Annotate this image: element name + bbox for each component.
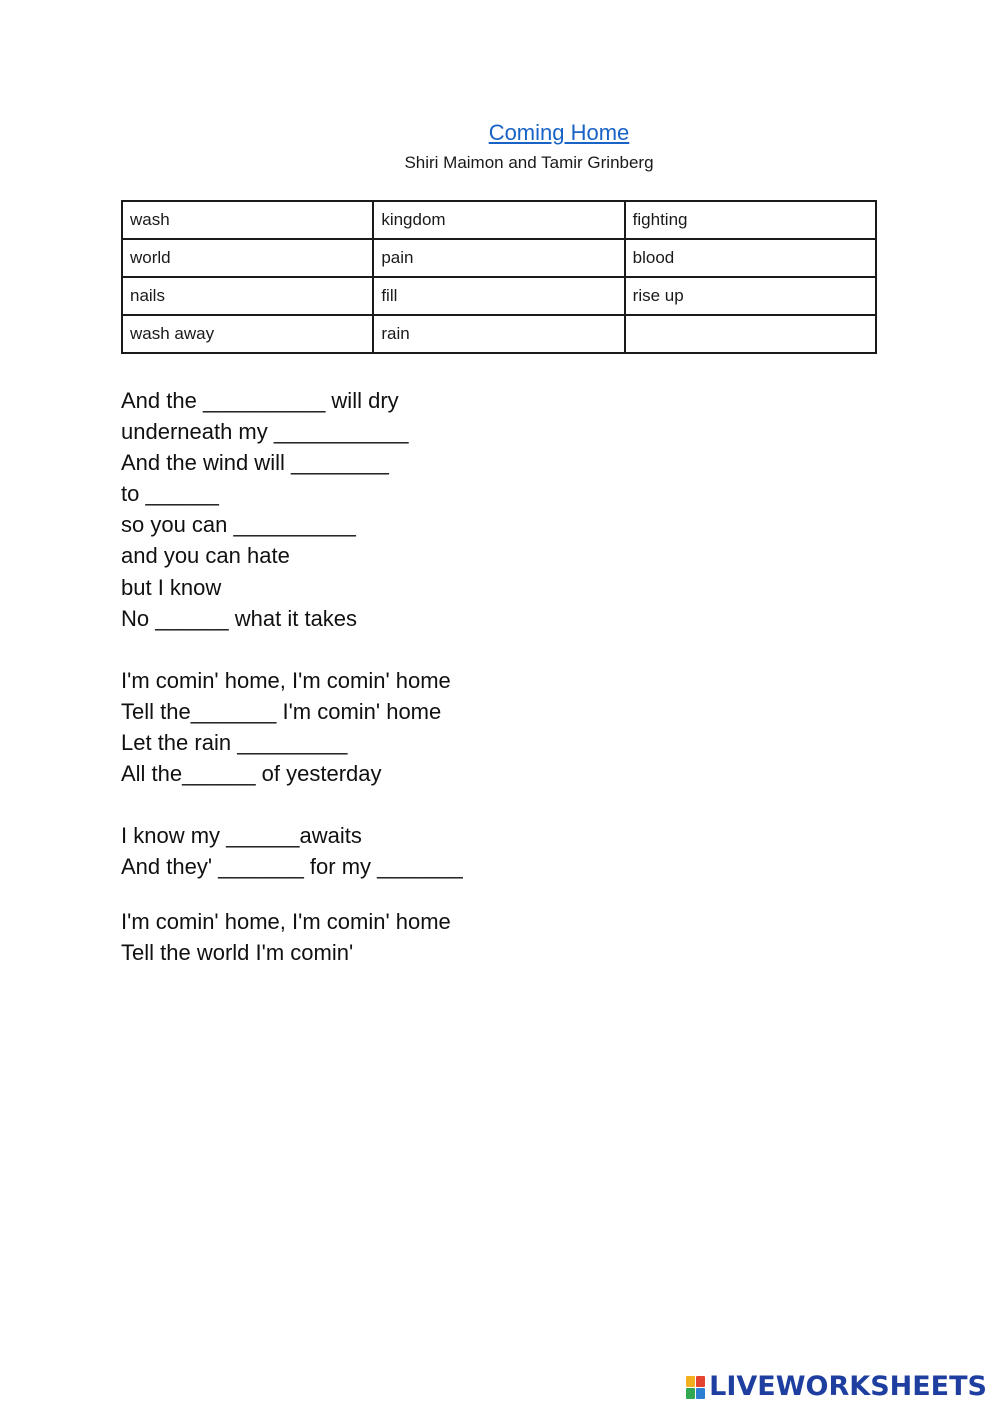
liveworksheets-logo[interactable] [686, 1372, 987, 1402]
word-bank-cell: world [122, 239, 373, 277]
word-bank-cell-empty [625, 315, 876, 353]
table-row [122, 239, 876, 277]
word-bank-cell: fill [373, 277, 624, 315]
table-row [122, 277, 876, 315]
word-bank-cell: wash away [122, 315, 373, 353]
lyric-line: and you can hate [121, 543, 290, 569]
lyric-line: And the wind will ________ [121, 450, 389, 476]
chorus-1 [121, 665, 463, 789]
chorus-2 [121, 906, 463, 968]
lyric-line: All the______ of yesterday [121, 761, 382, 787]
lyric-line: so you can __________ [121, 512, 356, 538]
word-bank-cell: blood [625, 239, 876, 277]
word-bank-cell: kingdom [373, 201, 624, 239]
lyric-line: Let the rain _________ [121, 729, 348, 755]
song-artists: Shiri Maimon and Tamir Grinberg [404, 153, 654, 172]
logo-square-icon [686, 1376, 695, 1387]
lyric-line: And they' _______ for my _______ [121, 854, 463, 880]
lyric-line: but I know [121, 574, 222, 600]
liveworksheets-logo-icon [686, 1376, 705, 1399]
stanza-gap [121, 882, 463, 906]
table-row [122, 315, 876, 353]
stanza-gap [121, 634, 463, 665]
word-bank-cell: rise up [625, 277, 876, 315]
verse-2 [121, 820, 463, 882]
logo-text: LIVEWORKSHEETS [709, 1371, 987, 1402]
lyric-line: I'm comin' home, I'm comin' home [121, 909, 451, 935]
stanza-gap [121, 789, 463, 820]
table-row [122, 201, 876, 239]
lyric-line: And the __________ will dry [121, 388, 399, 413]
word-bank-table [121, 200, 877, 354]
lyric-line: Tell the world I'm comin' [121, 940, 354, 966]
lyric-line: Tell the_______ I'm comin' home [121, 698, 442, 724]
word-bank-cell: fighting [625, 201, 876, 239]
word-bank-cell: wash [122, 201, 373, 239]
song-title[interactable]: Coming Home [488, 120, 630, 145]
lyrics-body [121, 385, 463, 969]
lyric-line: I know my ______awaits [121, 823, 362, 849]
word-bank-cell: nails [122, 277, 373, 315]
lyric-line: No ______ what it takes [121, 605, 358, 631]
logo-square-icon [686, 1388, 695, 1399]
logo-square-icon [696, 1376, 705, 1387]
logo-square-icon [696, 1388, 705, 1399]
verse-1 [121, 385, 463, 634]
word-bank-cell: rain [373, 315, 624, 353]
lyric-line: I'm comin' home, I'm comin' home [121, 667, 451, 693]
word-bank-cell: pain [373, 239, 624, 277]
lyric-line: underneath my ___________ [121, 419, 409, 445]
lyric-line: to ______ [121, 481, 219, 507]
